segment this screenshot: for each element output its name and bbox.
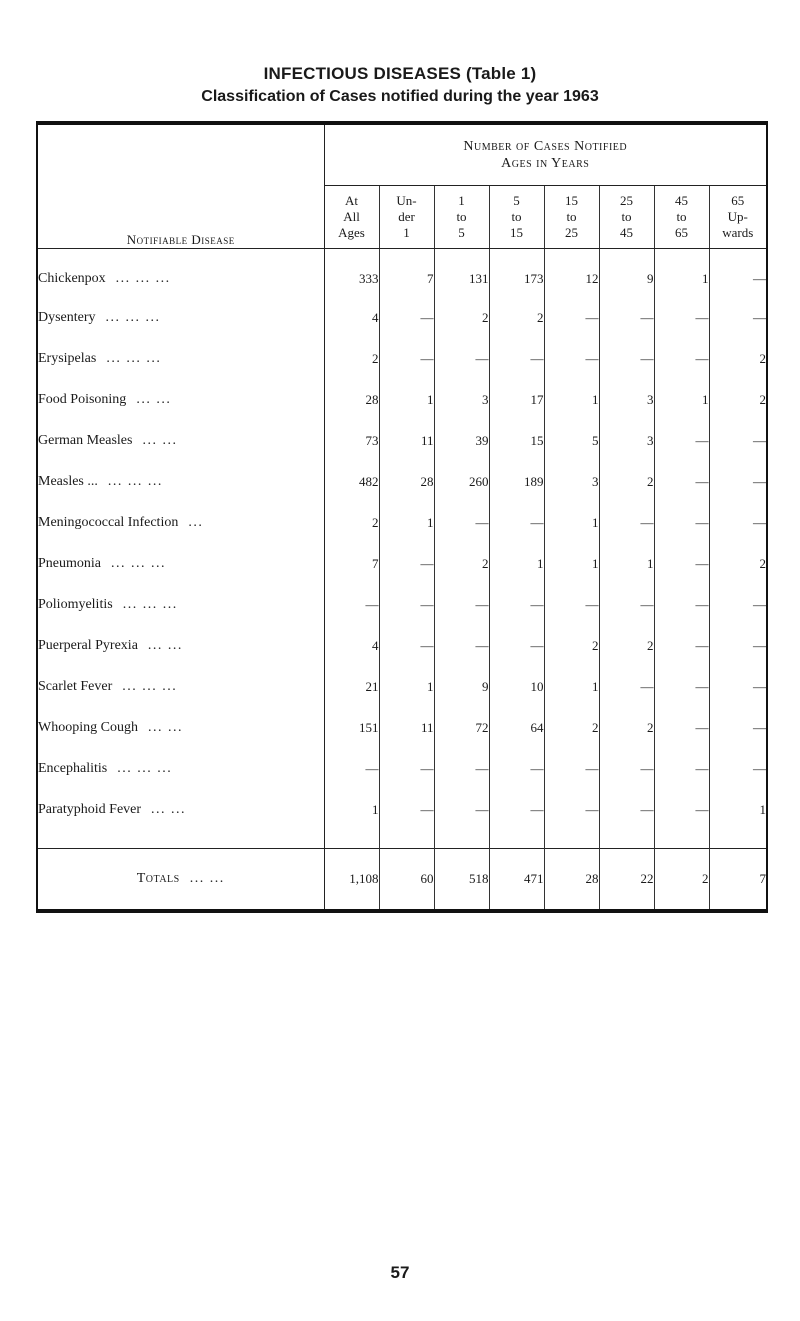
table-row <box>37 789 767 849</box>
case-count-cell: — <box>379 338 434 379</box>
case-count-cell: 1 <box>379 379 434 420</box>
disease-name: Poliomyelitis <box>38 596 113 612</box>
disease-name: Puerperal Pyrexia <box>38 637 138 653</box>
age-group-header-line1: Number of Cases Notified <box>463 139 628 154</box>
disease-name: Whooping Cough <box>38 719 138 735</box>
case-count-cell: 11 <box>379 420 434 461</box>
disease-column-header: Notifiable Disease <box>37 123 324 249</box>
disease-name: Meningococcal Infection <box>38 514 179 530</box>
case-count-cell: — <box>434 625 489 666</box>
case-count-cell: 1 <box>379 502 434 543</box>
disease-name: Chickenpox <box>38 271 106 286</box>
case-count-cell: — <box>654 789 709 849</box>
disease-name-cell <box>37 789 324 849</box>
case-count-cell: 1 <box>544 543 599 584</box>
disease-name-cell <box>37 297 324 338</box>
case-count-cell: — <box>379 748 434 789</box>
totals-label: Totals <box>136 871 180 886</box>
total-count-cell: 28 <box>544 849 599 912</box>
case-count-cell: 1 <box>379 666 434 707</box>
case-count-cell: — <box>654 543 709 584</box>
leader-dots: ... ... <box>189 871 225 886</box>
case-count-cell: — <box>654 502 709 543</box>
age-column-header-line: 1 <box>458 193 465 208</box>
disease-name-cell <box>37 625 324 666</box>
case-count-cell: 3 <box>434 379 489 420</box>
case-count-cell: — <box>753 309 766 325</box>
leader-dots: ... ... ... <box>105 309 161 325</box>
disease-name-cell <box>37 584 324 625</box>
table-row <box>37 420 767 461</box>
case-count-cell: 2 <box>489 297 544 338</box>
case-count-cell: 28 <box>379 461 434 502</box>
case-count-cell: 1 <box>654 249 709 298</box>
leader-dots: ... ... ... <box>115 271 171 286</box>
leader-dots: ... ... <box>147 719 183 735</box>
case-count-cell: — <box>753 596 766 612</box>
case-count-cell: 72 <box>434 707 489 748</box>
age-column-header <box>434 186 489 249</box>
case-count-cell: 7 <box>324 543 379 584</box>
age-column-header-line: 5 <box>458 225 465 240</box>
case-count-cell: 39 <box>434 420 489 461</box>
case-count-cell: 7 <box>379 249 434 298</box>
age-column-header <box>599 186 654 249</box>
page-title: INFECTIOUS DISEASES (Table 1) <box>263 64 537 83</box>
case-count-cell: — <box>489 338 544 379</box>
case-count-cell: — <box>654 707 709 748</box>
case-count-cell: 1 <box>544 502 599 543</box>
leader-dots: ... ... ... <box>111 555 166 571</box>
leader-dots: ... ... <box>136 391 172 407</box>
age-column-header <box>489 186 544 249</box>
case-count-cell: 1 <box>544 379 599 420</box>
total-count-cell: 2 <box>654 849 709 912</box>
age-column-header <box>379 186 434 249</box>
disease-name: Pneumonia <box>38 555 101 571</box>
case-count-cell: — <box>544 297 599 338</box>
leader-dots: ... ... ... <box>117 760 173 776</box>
case-count-cell: 2 <box>599 707 654 748</box>
total-count-cell: 60 <box>379 849 434 912</box>
disease-name: German Measles <box>38 432 133 448</box>
age-column-header <box>544 186 599 249</box>
case-count-cell: 3 <box>599 379 654 420</box>
case-count-cell: — <box>753 271 766 286</box>
case-count-cell: 3 <box>599 420 654 461</box>
case-count-cell: — <box>379 789 434 849</box>
case-count-cell: 2 <box>759 391 766 407</box>
age-column-header-line: to <box>511 209 522 224</box>
case-count-cell: 2 <box>544 625 599 666</box>
case-count-cell: — <box>753 678 766 694</box>
case-count-cell: 5 <box>544 420 599 461</box>
case-count-cell: 1 <box>599 543 654 584</box>
disease-name: Food Poisoning <box>38 391 127 407</box>
case-count-cell: 9 <box>599 249 654 298</box>
case-count-cell: — <box>654 338 709 379</box>
page-subtitle: Classification of Cases notified during the year 1963 <box>201 88 599 105</box>
case-count-cell: 2 <box>324 502 379 543</box>
case-count-cell: — <box>489 748 544 789</box>
case-count-cell: — <box>654 297 709 338</box>
case-count-cell: 2 <box>599 625 654 666</box>
case-count-cell: — <box>753 514 766 530</box>
case-count-cell: 131 <box>434 249 489 298</box>
totals-row <box>37 849 767 912</box>
age-column-header-line: der <box>398 209 415 224</box>
case-count-cell: 1 <box>654 379 709 420</box>
total-count-cell: 471 <box>489 849 544 912</box>
disease-name-cell <box>37 461 324 502</box>
age-column-header-line: 65 <box>675 225 688 240</box>
age-column-header-line: Ages <box>338 225 365 240</box>
case-count-cell: 2 <box>759 350 766 366</box>
case-count-cell: — <box>489 625 544 666</box>
case-count-cell: — <box>753 473 766 489</box>
age-column-header-line: 65 <box>731 193 745 208</box>
disease-name-cell <box>37 748 324 789</box>
disease-name: Paratyphoid Fever <box>38 801 142 817</box>
disease-name: Scarlet Fever <box>38 678 113 694</box>
age-group-header <box>324 123 767 186</box>
age-column-header-line: 25 <box>565 225 578 240</box>
case-count-cell: 482 <box>324 461 379 502</box>
age-column-header-line: All <box>343 209 360 224</box>
case-count-cell: 10 <box>489 666 544 707</box>
case-count-cell: 1 <box>324 789 379 849</box>
infectious-diseases-table <box>36 121 768 913</box>
header-row-group <box>37 123 767 186</box>
leader-dots: ... ... ... <box>122 678 178 694</box>
case-count-cell: 2 <box>544 707 599 748</box>
case-count-cell: — <box>489 502 544 543</box>
leader-dots: ... ... ... <box>107 473 163 489</box>
table-row <box>37 379 767 420</box>
case-count-cell: — <box>544 338 599 379</box>
age-column-header <box>654 186 709 249</box>
table-row <box>37 666 767 707</box>
case-count-cell: 64 <box>489 707 544 748</box>
case-count-cell: 1 <box>544 666 599 707</box>
age-column-header-line: At <box>345 193 358 208</box>
case-count-cell: — <box>434 502 489 543</box>
page-heading <box>0 62 800 108</box>
case-count-cell: 9 <box>434 666 489 707</box>
case-count-cell: 21 <box>324 666 379 707</box>
total-count-cell: 22 <box>599 849 654 912</box>
age-group-header-line2: Ages in Years <box>501 156 590 171</box>
case-count-cell: — <box>379 297 434 338</box>
case-count-cell: — <box>599 584 654 625</box>
case-count-cell: — <box>654 666 709 707</box>
case-count-cell: — <box>379 625 434 666</box>
table-row <box>37 584 767 625</box>
table-row <box>37 707 767 748</box>
age-column-header-line: Un- <box>396 193 417 208</box>
case-count-cell: 15 <box>489 420 544 461</box>
leader-dots: ... ... ... <box>122 596 178 612</box>
case-count-cell: — <box>434 789 489 849</box>
age-column-header <box>324 186 379 249</box>
leader-dots: ... <box>188 514 204 530</box>
disease-name-cell <box>37 420 324 461</box>
case-count-cell: 2 <box>324 338 379 379</box>
case-count-cell: — <box>599 666 654 707</box>
case-count-cell: 28 <box>324 379 379 420</box>
case-count-cell: — <box>489 584 544 625</box>
table-row <box>37 502 767 543</box>
disease-name: Dysentery <box>38 309 96 325</box>
case-count-cell: — <box>434 748 489 789</box>
disease-name-cell <box>37 666 324 707</box>
age-column-header-line: to <box>456 209 467 224</box>
total-count-cell: 518 <box>434 849 489 912</box>
case-count-cell: 151 <box>324 707 379 748</box>
case-count-cell: 3 <box>544 461 599 502</box>
age-column-header-line: to <box>676 209 687 224</box>
age-column-header-line: 1 <box>403 225 410 240</box>
age-column-header-line: 5 <box>513 193 520 208</box>
age-column-header-line: 15 <box>510 225 523 240</box>
age-column-header-line: 45 <box>620 225 633 240</box>
case-count-cell: — <box>654 461 709 502</box>
case-count-cell: 173 <box>489 249 544 298</box>
case-count-cell: 4 <box>324 297 379 338</box>
case-count-cell: — <box>324 748 379 789</box>
case-count-cell: — <box>324 584 379 625</box>
disease-name-cell <box>37 707 324 748</box>
disease-name-cell <box>37 502 324 543</box>
table-row <box>37 461 767 502</box>
case-count-cell: 11 <box>379 707 434 748</box>
disease-name: Erysipelas <box>38 350 97 366</box>
page-number: 57 <box>390 1263 410 1282</box>
case-count-cell: 12 <box>544 249 599 298</box>
case-count-cell: 189 <box>489 461 544 502</box>
case-count-cell: — <box>599 338 654 379</box>
disease-name-cell <box>37 543 324 584</box>
case-count-cell: — <box>434 584 489 625</box>
case-count-cell: — <box>434 338 489 379</box>
case-count-cell: 2 <box>434 543 489 584</box>
disease-name: Measles ... <box>38 473 98 489</box>
age-column-header-line: Up- <box>727 209 748 224</box>
disease-name-cell <box>37 338 324 379</box>
case-count-cell: — <box>599 789 654 849</box>
case-count-cell: — <box>379 543 434 584</box>
table-row <box>37 625 767 666</box>
age-column-header-line: to <box>566 209 577 224</box>
age-column-header-line: 25 <box>620 193 633 208</box>
case-count-cell: — <box>544 748 599 789</box>
case-count-cell: — <box>654 420 709 461</box>
case-count-cell: — <box>599 297 654 338</box>
leader-dots: ... ... <box>147 637 183 653</box>
table-row <box>37 748 767 789</box>
disease-name-cell <box>37 249 324 298</box>
age-column-header-line: 15 <box>565 193 578 208</box>
age-column-header-line: 45 <box>675 193 688 208</box>
case-count-cell: 2 <box>599 461 654 502</box>
case-count-cell: 73 <box>324 420 379 461</box>
case-count-cell: 1 <box>759 801 766 817</box>
total-count-cell: 7 <box>709 849 767 912</box>
case-count-cell: 333 <box>324 249 379 298</box>
table-row <box>37 249 767 298</box>
disease-name-cell <box>37 379 324 420</box>
case-count-cell: — <box>599 502 654 543</box>
disease-name: Encephalitis <box>38 760 108 776</box>
case-count-cell: 260 <box>434 461 489 502</box>
age-column-header <box>709 186 767 249</box>
case-count-cell: — <box>753 637 766 653</box>
case-count-cell: — <box>654 625 709 666</box>
case-count-cell: — <box>753 719 766 735</box>
case-count-cell: — <box>654 584 709 625</box>
age-column-header-line: wards <box>722 225 754 240</box>
leader-dots: ... ... <box>142 432 178 448</box>
leader-dots: ... ... <box>151 801 187 817</box>
case-count-cell: — <box>544 789 599 849</box>
case-count-cell: — <box>753 432 766 448</box>
case-count-cell: — <box>489 789 544 849</box>
table-row <box>37 543 767 584</box>
case-count-cell: — <box>654 748 709 789</box>
case-count-cell: — <box>379 584 434 625</box>
table-row <box>37 297 767 338</box>
case-count-cell: 17 <box>489 379 544 420</box>
total-count-cell: 1,108 <box>324 849 379 912</box>
case-count-cell: 2 <box>434 297 489 338</box>
table-body <box>37 249 767 912</box>
case-count-cell: — <box>599 748 654 789</box>
case-count-cell: 1 <box>489 543 544 584</box>
age-column-header-line: to <box>621 209 632 224</box>
table-row <box>37 338 767 379</box>
case-count-cell: 2 <box>759 555 766 571</box>
leader-dots: ... ... ... <box>106 350 162 366</box>
case-count-cell: — <box>544 584 599 625</box>
case-count-cell: 4 <box>324 625 379 666</box>
case-count-cell: — <box>753 760 766 776</box>
totals-label-cell <box>37 849 324 912</box>
